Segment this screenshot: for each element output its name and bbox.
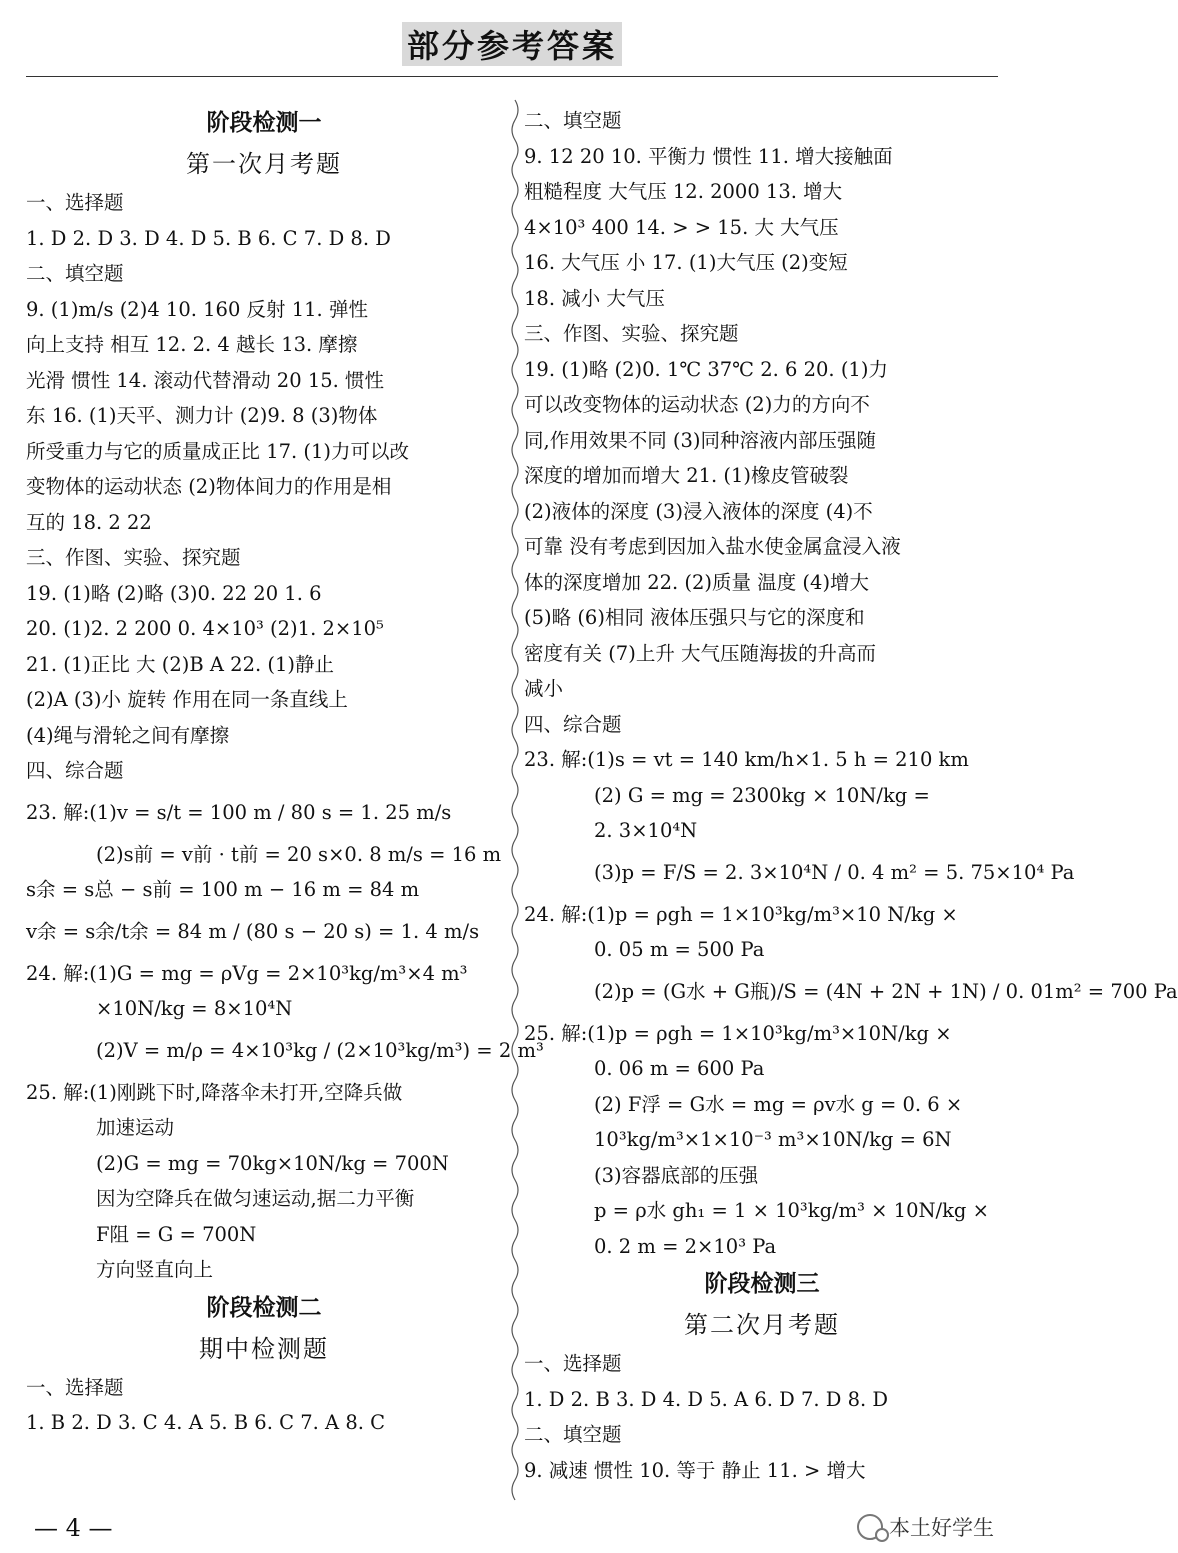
formula-line: (2) G = mg = 2300kg × 10N/kg = bbox=[594, 783, 930, 807]
formula-line: s余 = s总 − s前 = 100 m − 16 m = 84 m bbox=[26, 878, 420, 901]
text-line: 18. 减小 大气压 bbox=[524, 286, 665, 310]
text-line: 1. B 2. D 3. C 4. A 5. B 6. C 7. A 8. C bbox=[26, 1411, 386, 1434]
formula-line: ×10N/kg = 8×10⁴N bbox=[96, 997, 293, 1020]
right-column bbox=[524, 103, 1178, 1488]
formula-line: 0. 2 m = 2×10³ Pa bbox=[594, 1234, 777, 1258]
text-line: 深度的增加而增大 21. (1)橡皮管破裂 bbox=[524, 464, 849, 487]
text-line: 变物体的运动状态 (2)物体间力的作用是相 bbox=[26, 475, 392, 498]
text-line: 因为空降兵在做匀速运动,据二力平衡 bbox=[96, 1187, 415, 1210]
formula-line: 24. 解:(1)G = mg = ρVg = 2×10³kg/m³×4 m³ bbox=[26, 961, 468, 985]
text-line: 一、选择题 bbox=[26, 191, 124, 214]
text-line: (4)绳与滑轮之间有摩擦 bbox=[26, 723, 230, 747]
text-line: 方向竖直向上 bbox=[96, 1258, 214, 1281]
formula-line: (2)s前 = v前 · t前 = 20 s×0. 8 m/s = 16 m bbox=[96, 842, 502, 866]
text-line: 二、填空题 bbox=[524, 109, 622, 132]
formula-line: 24. 解:(1)p = ρgh = 1×10³kg/m³×10 N/kg × bbox=[524, 902, 958, 926]
text-line: 同,作用效果不同 (3)同种溶液内部压强随 bbox=[524, 428, 877, 452]
text-line: 体的深度增加 22. (2)质量 温度 (4)增大 bbox=[524, 570, 870, 594]
formula-line: (2)p = (G水 + G瓶)/S = (4N + 2N + 1N) / 0. 01m² = 700 Pa bbox=[594, 979, 1178, 1003]
text-line: 16. 大气压 小 17. (1)大气压 (2)变短 bbox=[524, 251, 848, 274]
page-number: — 4 — bbox=[34, 1514, 113, 1542]
text-line: 9. 减速 惯性 10. 等于 静止 11. > 增大 bbox=[524, 1458, 866, 1482]
text-line: 25. 解:(1)刚跳下时,降落伞未打开,空降兵做 bbox=[26, 1080, 403, 1104]
formula-line: 25. 解:(1)p = ρgh = 1×10³kg/m³×10N/kg × bbox=[524, 1021, 952, 1045]
formula-line: 0. 05 m = 500 Pa bbox=[594, 938, 765, 961]
section-heading: 阶段检测一 bbox=[206, 110, 322, 136]
text-line: 19. (1)略 (2)略 (3)0. 22 20 1. 6 bbox=[26, 581, 322, 605]
page-header-title: 部分参考答案 bbox=[402, 22, 622, 66]
text-line: 9. (1)m/s (2)4 10. 160 反射 11. 弹性 bbox=[26, 297, 368, 321]
text-line: 减小 bbox=[524, 677, 564, 700]
formula-line: 0. 06 m = 600 Pa bbox=[594, 1057, 765, 1080]
formula-line: 10³kg/m³×1×10⁻³ m³×10N/kg = 6N bbox=[594, 1128, 952, 1151]
text-line: 三、作图、实验、探究题 bbox=[26, 546, 241, 569]
watermark-text: 本土好学生 bbox=[889, 1516, 994, 1540]
text-line: 20. (1)2. 2 200 0. 4×10³ (2)1. 2×10⁵ bbox=[26, 617, 384, 640]
formula-line: (2) F浮 = G水 = mg = ρv水 g = 0. 6 × bbox=[594, 1092, 963, 1116]
text-line: 所受重力与它的质量成正比 17. (1)力可以改 bbox=[26, 439, 410, 463]
text-line: 1. D 2. D 3. D 4. D 5. B 6. C 7. D 8. D bbox=[26, 226, 391, 250]
column-divider bbox=[508, 100, 522, 1500]
text-line: 21. (1)正比 大 (2)B A 22. (1)静止 bbox=[26, 652, 334, 676]
watermark bbox=[857, 1512, 994, 1542]
section-subheading: 第一次月考题 bbox=[186, 150, 342, 178]
text-line: 一、选择题 bbox=[524, 1352, 622, 1375]
text-line: 互的 18. 2 22 bbox=[26, 510, 152, 534]
text-line: (5)略 (6)相同 液体压强只与它的深度和 bbox=[524, 606, 865, 629]
section-subheading: 期中检测题 bbox=[199, 1334, 329, 1363]
text-line: 加速运动 bbox=[96, 1116, 175, 1139]
text-line: 9. 12 20 10. 平衡力 惯性 11. 增大接触面 bbox=[524, 144, 893, 168]
text-line: (2)A (3)小 旋转 作用在同一条直线上 bbox=[26, 688, 348, 711]
text-line: 三、作图、实验、探究题 bbox=[524, 322, 739, 345]
section-subheading: 第二次月考题 bbox=[684, 1311, 840, 1339]
text-line: 一、选择题 bbox=[26, 1375, 124, 1399]
text-line: 粗糙程度 大气压 12. 2000 13. 增大 bbox=[524, 180, 843, 203]
header-rule bbox=[26, 76, 998, 77]
formula-line: 23. 解:(1)v = s/t = 100 m / 80 s = 1. 25 m/s bbox=[26, 800, 452, 824]
formula-line: (2)V = m/ρ = 4×10³kg / (2×10³kg/m³) = 2 m³ bbox=[96, 1038, 544, 1062]
text-line: (3)容器底部的压强 bbox=[594, 1163, 759, 1187]
formula-line: F阻 = G = 700N bbox=[96, 1222, 257, 1246]
wechat-icon bbox=[857, 1514, 883, 1540]
formula-line: 23. 解:(1)s = vt = 140 km/h×1. 5 h = 210 km bbox=[524, 748, 969, 771]
text-line: 东 16. (1)天平、测力计 (2)9. 8 (3)物体 bbox=[26, 404, 378, 427]
formula-line: (3)p = F/S = 2. 3×10⁴N / 0. 4 m² = 5. 75×10⁴ Pa bbox=[594, 860, 1075, 884]
text-line: 四、综合题 bbox=[26, 759, 124, 782]
text-line: 二、填空题 bbox=[26, 262, 124, 285]
text-line: 19. (1)略 (2)0. 1℃ 37℃ 2. 6 20. (1)力 bbox=[524, 357, 888, 381]
formula-line: 2. 3×10⁴N bbox=[594, 819, 698, 842]
text-line: 1. D 2. B 3. D 4. D 5. A 6. D 7. D 8. D bbox=[524, 1387, 889, 1411]
text-line: 二、填空题 bbox=[524, 1423, 622, 1446]
text-line: 向上支持 相互 12. 2. 4 越长 13. 摩擦 bbox=[26, 333, 358, 356]
text-line: 四、综合题 bbox=[524, 712, 622, 736]
text-line: 可以改变物体的运动状态 (2)力的方向不 bbox=[524, 393, 870, 416]
section-heading: 阶段检测二 bbox=[206, 1294, 322, 1321]
text-line: 密度有关 (7)上升 大气压随海拔的升高而 bbox=[524, 641, 877, 665]
text-line: 4×10³ 400 14. > > 15. 大 大气压 bbox=[524, 215, 839, 239]
section-heading: 阶段检测三 bbox=[704, 1271, 820, 1297]
formula-line: (2)G = mg = 70kg×10N/kg = 700N bbox=[96, 1151, 449, 1175]
formula-line: v余 = s余/t余 = 84 m / (80 s − 20 s) = 1. 4 m/s bbox=[26, 919, 480, 943]
text-line: 光滑 惯性 14. 滚动代替滑动 20 15. 惯性 bbox=[26, 368, 385, 392]
formula-line: p = ρ水 gh₁ = 1 × 10³kg/m³ × 10N/kg × bbox=[594, 1199, 989, 1222]
text-line: 可靠 没有考虑到因加入盐水使金属盒浸入液 bbox=[524, 535, 901, 558]
text-line: (2)液体的深度 (3)浸入液体的深度 (4)不 bbox=[524, 499, 873, 523]
